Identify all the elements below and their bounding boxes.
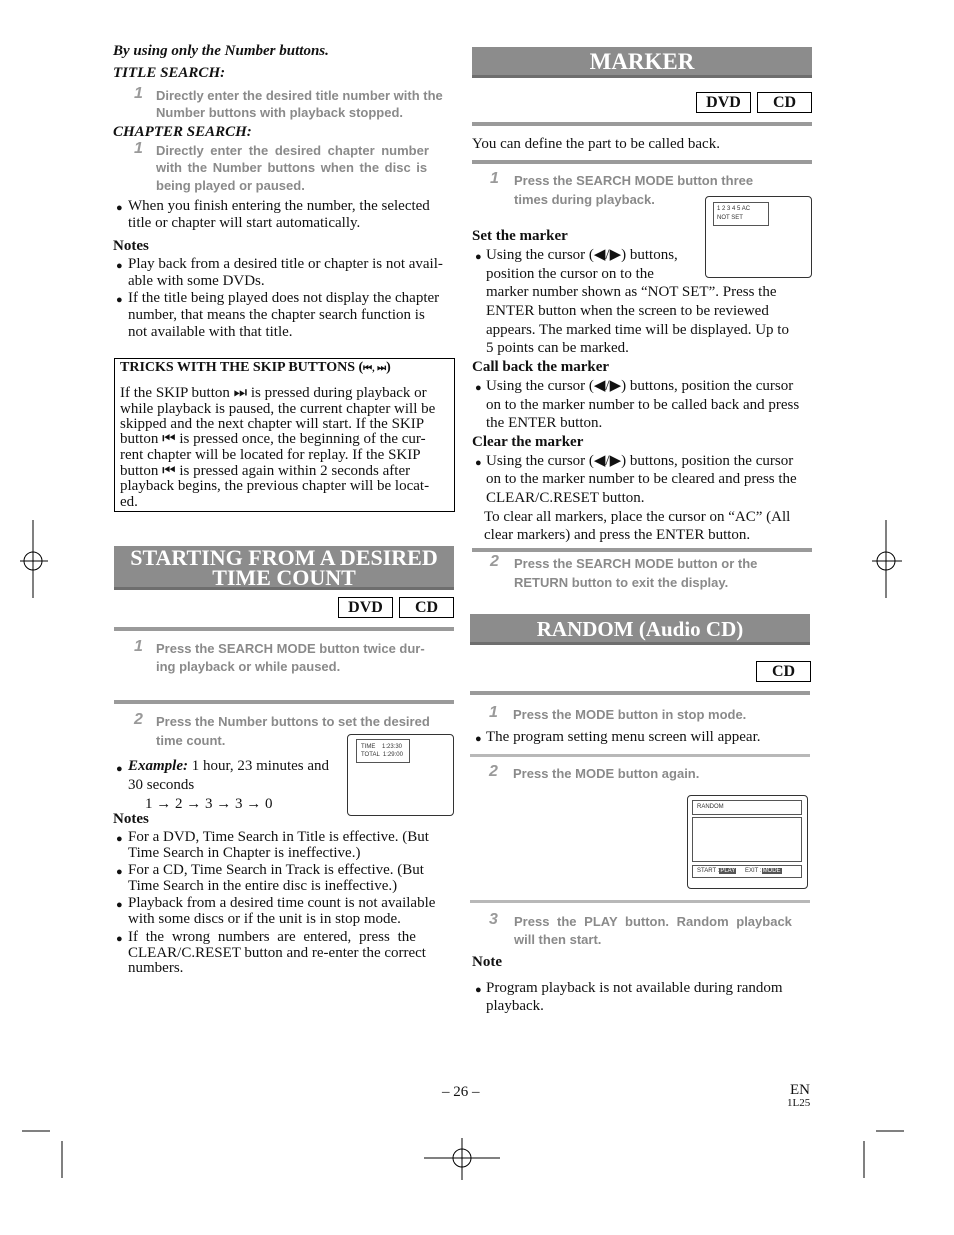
dvd-badge: DVD <box>696 92 751 113</box>
model-code: 1L25 <box>787 1097 811 1109</box>
example-sequence: 1 → 2 → 3 → 3 → 0 <box>145 796 273 812</box>
title-search-label: TITLE SEARCH: <box>113 65 226 81</box>
notes-label: Notes <box>113 811 149 827</box>
time-step-line: ing playback or while paused. <box>156 659 341 674</box>
marker-intro: You can define the part to be called back. <box>472 136 720 152</box>
random-step-line: Press the MODE button again. <box>513 766 700 781</box>
time-step-line: time count. <box>156 733 226 748</box>
tricks-title-suffix: ) <box>386 360 391 375</box>
finish-entering-text: title or chapter will start automatically. <box>128 215 361 231</box>
set-marker-line: position the cursor on to the <box>486 266 654 282</box>
random-bullet-text: The program setting menu screen will appear. <box>486 729 761 745</box>
note-text: For a CD, Time Search in Track is effective. (But <box>128 862 424 878</box>
tricks-line: rent chapter will be located for replay. If the SKIP <box>120 447 421 463</box>
screen-random-title: RANDOM <box>697 804 724 810</box>
screen-time: TIME 1:23:30 <box>361 744 403 750</box>
screen-not-set: NOT SET <box>717 215 743 221</box>
clear-marker-line: CLEAR/C.RESET button. <box>486 490 645 506</box>
set-marker-line: marker number shown as “NOT SET”. Press the <box>486 284 777 300</box>
step-number: 1 <box>134 638 143 655</box>
clear-marker-label: Clear the marker <box>472 434 584 450</box>
set-marker-label: Set the marker <box>472 228 568 244</box>
bullet: ● <box>475 733 482 745</box>
chapter-search-step-line: Directly enter the desired chapter number <box>156 143 429 158</box>
screen-marker-numbers: 1 2 3 4 5 AC <box>717 206 751 212</box>
example-text: 1 hour, 23 minutes and <box>188 758 330 774</box>
banner-line: STARTING FROM A DESIRED <box>130 545 438 570</box>
exit-label: EXIT : <box>745 868 762 874</box>
random-step-line: Press the MODE button in stop mode. <box>513 707 747 722</box>
random-step-line: Press the PLAY button. Random playback <box>514 914 792 929</box>
skip-icons: ⏮, ⏭ <box>363 363 387 374</box>
notes-label: Notes <box>113 238 149 254</box>
note-label: Note <box>472 954 502 970</box>
clear-marker-line: To clear all markers, place the cursor on “AC” (All <box>484 509 791 525</box>
tricks-line: ed. <box>120 494 138 510</box>
tricks-line: skipped and the next chapter will start. If the SKIP <box>120 416 425 432</box>
bullet: ● <box>116 899 123 911</box>
note-text: Time Search in the entire disc is ineffective.) <box>128 878 398 894</box>
title-search-step-line: Directly enter the desired title number with the <box>156 88 443 103</box>
random-step-line: will then start. <box>514 932 602 947</box>
call-marker-line: Using the cursor (◀/▶) buttons, position the cursor <box>486 378 794 394</box>
note-text: number, that means the chapter search function is <box>128 307 425 323</box>
bullet: ● <box>116 833 123 845</box>
number-buttons-heading: By using only the Number buttons. <box>113 43 329 59</box>
example-label: Example: <box>128 758 188 774</box>
time-step-line: Press the SEARCH MODE button twice dur- <box>156 641 425 656</box>
step-number: 1 <box>134 85 143 102</box>
note-text: not available with that title. <box>128 324 293 340</box>
set-marker-line: ENTER button when the screen to be reviewed <box>486 303 769 319</box>
tricks-line: If the SKIP button ⏭ is pressed during playback or <box>120 385 427 401</box>
note-text: Playback from a desired time count is not available <box>128 895 436 911</box>
step-number: 1 <box>134 140 143 157</box>
chapter-search-step-line: with the Number buttons when the disc is <box>156 160 428 175</box>
chapter-search-label: CHAPTER SEARCH: <box>113 124 252 140</box>
bullet: ● <box>475 457 482 469</box>
bullet: ● <box>475 382 482 394</box>
time-step-line: Press the Number buttons to set the desired <box>156 714 430 729</box>
bullet: ● <box>116 202 123 214</box>
mode-key: MODE <box>762 868 781 874</box>
clear-marker-line: Using the cursor (◀/▶) buttons, position the cursor <box>486 453 794 469</box>
note-text: able with some DVDs. <box>128 273 265 289</box>
bullet: ● <box>475 251 482 263</box>
step-number: 2 <box>490 553 499 570</box>
step-number: 2 <box>489 763 498 780</box>
bullet: ● <box>116 866 123 878</box>
language-code: EN <box>790 1082 810 1098</box>
note-text: Play back from a desired title or chapter is not avail- <box>128 256 443 272</box>
start-label: START : <box>697 868 720 874</box>
page-number: – 26 – <box>442 1084 480 1100</box>
bullet: ● <box>116 763 123 775</box>
note-text: CLEAR/C.RESET button and re-enter the correct <box>128 945 426 961</box>
call-marker-label: Call back the marker <box>472 359 610 375</box>
random-banner: RANDOM (Audio CD) <box>470 614 810 645</box>
tricks-line: button ⏮ is pressed once, the beginning of the cur- <box>120 431 426 447</box>
note-text: Time Search in Chapter is ineffective.) <box>128 845 361 861</box>
bullet: ● <box>116 933 123 945</box>
note-text: If the title being played does not display the chapter <box>128 290 440 306</box>
marker-step-line: Press the SEARCH MODE button or the <box>514 556 758 571</box>
bullet: ● <box>116 294 123 306</box>
title-search-step-line: Number buttons with playback stopped. <box>156 105 404 120</box>
dvd-badge: DVD <box>338 597 393 618</box>
note-text: numbers. <box>128 960 184 976</box>
call-marker-line: on to the marker number to be called back and press <box>486 397 800 413</box>
step-number: 1 <box>489 704 498 721</box>
note-text: with some discs or if the unit is in stop mode. <box>128 911 401 927</box>
set-marker-line: appears. The marked time will be displayed. Up to <box>486 322 789 338</box>
set-marker-line: Using the cursor (◀/▶) buttons, <box>486 247 678 263</box>
note-text: For a DVD, Time Search in Title is effective. (But <box>128 829 429 845</box>
chapter-search-step-line: being played or paused. <box>156 178 305 193</box>
cd-badge: CD <box>399 597 454 618</box>
marker-step-line: times during playback. <box>514 192 655 207</box>
note-text: Program playback is not available during random <box>486 980 783 996</box>
play-key: PLAY <box>720 868 736 874</box>
marker-banner: MARKER <box>472 47 812 78</box>
step-number: 1 <box>490 170 499 187</box>
step-number: 3 <box>489 911 498 928</box>
screen-total: TOTAL 1:29:00 <box>361 752 403 758</box>
tricks-line: playback begins, the previous chapter will be locat- <box>120 478 430 494</box>
set-marker-line: 5 points can be marked. <box>486 340 629 356</box>
call-marker-line: the ENTER button. <box>486 415 603 431</box>
cd-badge: CD <box>756 661 811 682</box>
tricks-title-text: TRICKS WITH THE SKIP BUTTONS ( <box>120 360 364 375</box>
marker-step-line: RETURN button to exit the display. <box>514 575 729 590</box>
example-text: 30 seconds <box>128 777 195 793</box>
bullet: ● <box>475 984 482 996</box>
bullet: ● <box>116 260 123 272</box>
step-number: 2 <box>134 711 143 728</box>
clear-marker-line: clear markers) and press the ENTER button. <box>484 527 751 543</box>
clear-marker-line: on to the marker number to be cleared and press the <box>486 471 797 487</box>
tricks-line: button ⏮ is pressed again within 2 seconds after <box>120 463 411 479</box>
note-text: If the wrong numbers are entered, press the <box>128 929 416 945</box>
cd-badge: CD <box>757 92 812 113</box>
note-text: playback. <box>486 998 544 1014</box>
tricks-line: while playback is paused, the current chapter will be <box>120 401 436 417</box>
marker-step-line: Press the SEARCH MODE button three <box>514 173 754 188</box>
finish-entering-text: When you finish entering the number, the selected <box>128 198 430 214</box>
banner-line: TIME COUNT <box>212 565 356 590</box>
